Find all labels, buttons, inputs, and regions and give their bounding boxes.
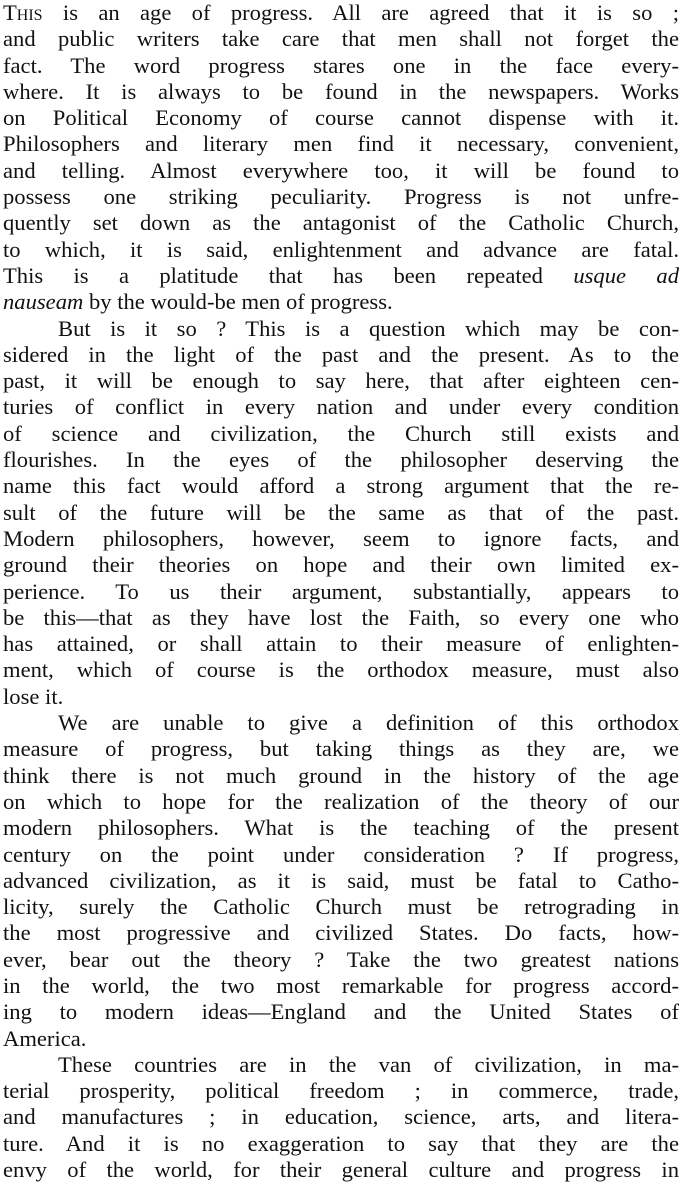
text-line: ture. And it is no exaggeration to say that they are the xyxy=(3,1130,679,1156)
text-line: century on the point under consideration ? If progress, xyxy=(3,841,679,867)
text-line: envy of the world, for their general culture and progress in xyxy=(3,1157,679,1183)
text-line: in the world, the two most remarkable for progress accord- xyxy=(3,972,679,998)
text-line: of science and civilization, the Church still exists and xyxy=(3,420,679,446)
text-line: measure of progress, but taking things as they are, we xyxy=(3,736,679,762)
text-line: lose it. xyxy=(3,683,64,709)
text-line: quently set down as the antagonist of the Catholic Church, xyxy=(3,210,679,236)
text-line: sult of the future will be the same as that of the past. xyxy=(3,499,679,525)
text-line: sidered in the light of the past and the present. As to the xyxy=(3,341,679,367)
text-line: on Political Economy of course cannot dispense with it. xyxy=(3,105,679,131)
text-line: modern philosophers. What is the teaching of the present xyxy=(3,815,679,841)
paragraph-3 xyxy=(3,710,679,1052)
text-line: ground their theories on hope and their own limited ex- xyxy=(3,552,679,578)
text-line: These countries are in the van of civilization, in ma- xyxy=(58,1051,679,1077)
text-line: fact. The word progress stares one in the face every- xyxy=(3,52,679,78)
text-line: ment, which of course is the orthodox measure, must also xyxy=(3,657,679,683)
text-line: and public writers take care that men shall not forget the xyxy=(3,26,679,52)
text-line: possess one striking peculiarity. Progress is not unfre- xyxy=(3,184,679,210)
text-line: name this fact would afford a strong argument that the re- xyxy=(3,473,679,499)
text-line: advanced civilization, as it is said, must be fatal to Catho- xyxy=(3,867,679,893)
text-line: past, it will be enough to say here, that after eighteen cen- xyxy=(3,368,679,394)
text-line: think there is not much ground in the history of the age xyxy=(3,762,679,788)
text-line: ever, bear out the theory ? Take the two greatest nations xyxy=(3,946,679,972)
text-line: ing to modern ideas—England and the United States of xyxy=(3,999,679,1025)
text-line: the most progressive and civilized States. Do facts, how- xyxy=(3,920,679,946)
text-line: turies of conflict in every nation and under every condition xyxy=(3,394,679,420)
text-line: to which, it is said, enlightenment and advance are fatal. xyxy=(3,236,679,262)
text-line: nauseam by the would-be men of progress. xyxy=(3,289,393,315)
text-line: be this—that as they have lost the Faith, so every one who xyxy=(3,604,679,630)
text-line: America. xyxy=(3,1025,87,1051)
text-line: and manufactures ; in education, science, arts, and litera- xyxy=(3,1104,679,1130)
paragraph-1 xyxy=(3,0,679,316)
text-line: This is a platitude that has been repeated usque ad xyxy=(3,262,679,288)
text-line: has attained, or shall attain to their measure of enlighten- xyxy=(3,631,679,657)
latin-phrase: usque ad xyxy=(573,262,679,288)
text-line: licity, surely the Catholic Church must be retrograding in xyxy=(3,894,679,920)
text-line: where. It is always to be found in the newspapers. Works xyxy=(3,78,679,104)
latin-phrase: nauseam xyxy=(3,289,84,315)
paragraph-2 xyxy=(3,316,679,710)
text-line: We are unable to give a definition of this orthodox xyxy=(58,710,679,736)
text-line: on which to hope for the realization of the theory of our xyxy=(3,788,679,814)
text-line: But is it so ? This is a question which may be con- xyxy=(58,315,679,341)
text-line: This is an age of progress. All are agreed that it is so ; xyxy=(3,0,679,25)
text-line: Philosophers and literary men find it necessary, convenient, xyxy=(3,131,679,157)
text-line: terial prosperity, political freedom ; in commerce, trade, xyxy=(3,1078,679,1104)
paragraph-4 xyxy=(3,1052,679,1183)
drop-word: This xyxy=(3,0,43,25)
text-line: perience. To us their argument, substantially, appears to xyxy=(3,578,679,604)
text-line: flourishes. In the eyes of the philosopher deserving the xyxy=(3,447,679,473)
text-line: Modern philosophers, however, seem to ignore facts, and xyxy=(3,525,679,551)
text-line: and telling. Almost everywhere too, it will be found to xyxy=(3,157,679,183)
